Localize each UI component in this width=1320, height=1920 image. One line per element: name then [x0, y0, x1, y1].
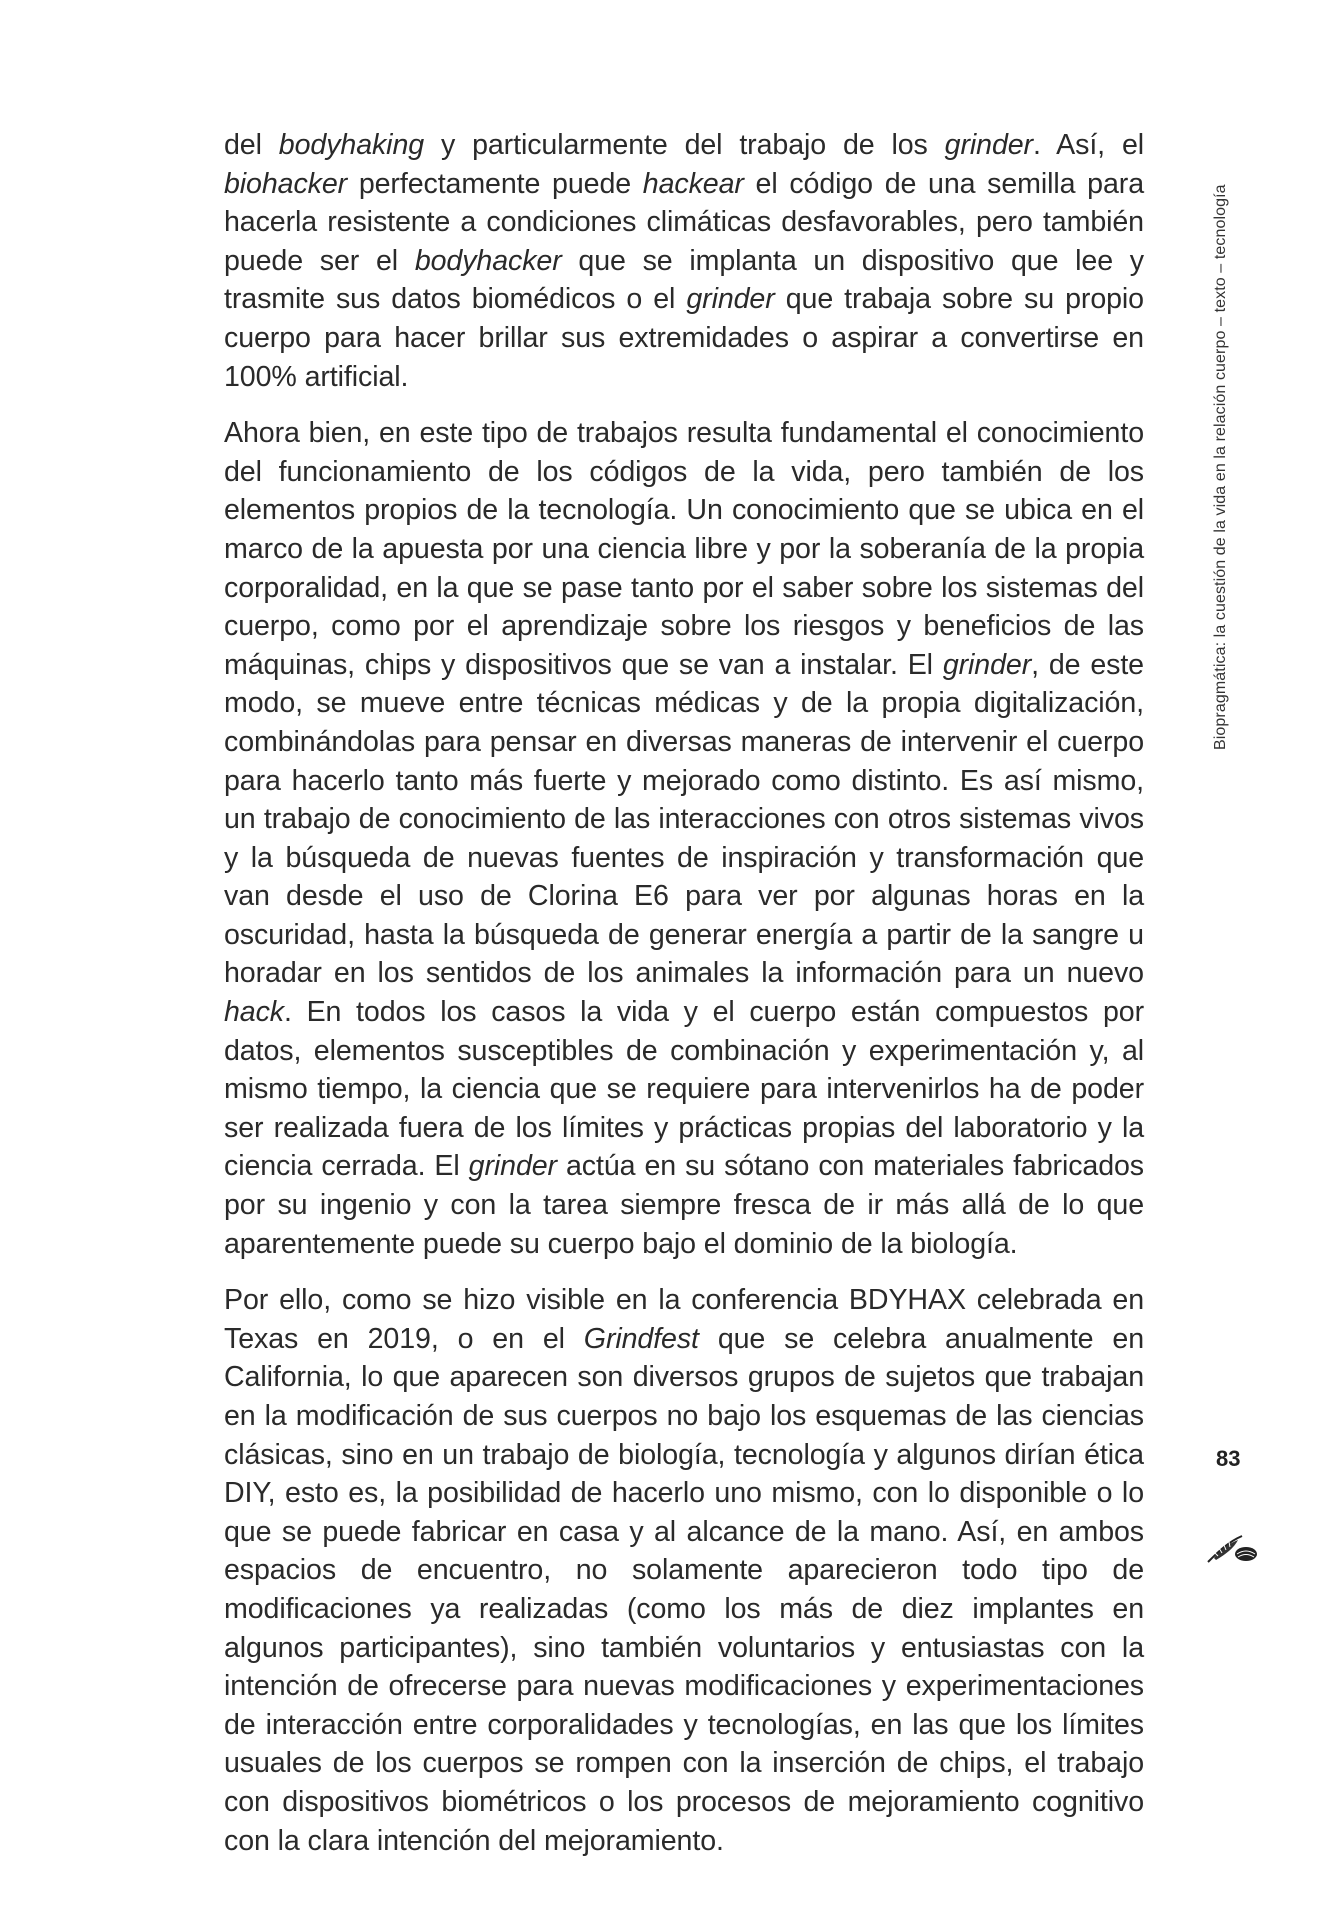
italic-term: bodyhaking — [278, 129, 425, 161]
text-run: y particularmente del trabajo de los — [424, 129, 945, 161]
italic-term: hackear — [642, 167, 744, 200]
text-run: el código de una semilla para hacerla resistente a condiciones climáticas desfavorables, pero también puede ser el — [224, 167, 1144, 277]
text-run: , de este modo, se mueve entre técnicas médicas y de la propia digitalización, combinándolas para pensar en diversas maneras de intervenir el cuerpo para hacerlo tanto más fuerte y mejorado como distinto. Es así mismo, un trabajo de conocimiento de las interacciones con otros sistemas vivos y la búsqueda de nuevas fuentes de inspiración y transformación que van desde el uso de Clorina E6 para ver por algunas horas en la oscuridad, hasta la búsqueda de generar energía a partir de la sangre u horadar en los sentidos de los animales la información para un nuevo — [224, 648, 1144, 990]
paragraph-2 — [224, 414, 1144, 1263]
paragraph-1 — [224, 126, 1144, 396]
paragraph-3 — [224, 1281, 1144, 1860]
italic-term: grinder — [944, 129, 1033, 161]
text-run: . Así, el — [1032, 129, 1144, 161]
italic-term: grinder — [686, 283, 775, 316]
text-run: perfectamente puede — [347, 167, 643, 200]
italic-term: grinder — [468, 1150, 557, 1183]
page-number: 83 — [1216, 1446, 1241, 1471]
italic-term: grinder — [942, 648, 1032, 681]
text-run: que se celebra anualmente en California, lo que aparecen son diversos grupos de sujetos que trabajan en la modificación de sus cuerpos no bajo los esquemas de las ciencias clásicas, sino en un trabajo de biología, tecnología y algunos dirían ética DIY, esto es, la posibilidad de hacerlo uno mismo, con lo disponible o lo que se puede fabricar en casa y al alcance de la mano. Así, en ambos espacios de encuentro, no solamente aparecieron todo tipo de modificaciones ya realizadas (como los más de diez implantes en algunos participantes), sino también voluntarios y entusiastas con la intención de ofrecerse para nuevas modificaciones y experimentaciones de interacción entre corporalidades y tecnologías, en las que los límites usuales de los cuerpos se rompen con la inserción de chips, el trabajo con dispositivos biométricos o los procesos de mejoramiento cognitivo con la clara intención del mejoramiento. — [224, 1322, 1144, 1857]
italic-term: bodyhacker — [414, 244, 562, 277]
text-run: que se implanta un dispositivo que lee y trasmite sus datos biomédicos o el — [224, 244, 1144, 316]
text-run: del — [224, 129, 279, 161]
text-run: . En todos los casos la vida y el cuerpo están compuestos por datos, elementos susceptibles de combinación y experimentación y, al mismo tiempo, la ciencia que se requiere para intervenirlos ha de poder ser realizada fuera de los límites y prácticas propias del laboratorio y la ciencia cerrada. El — [224, 996, 1144, 1183]
running-head: Biopragmática: la cuestión de la vida en la relación cuerpo – texto – tecnología — [1212, 184, 1229, 750]
text-run: Ahora bien, en este tipo de trabajos resulta fundamental el conocimiento del funcionamiento de los códigos de la vida, pero también de los elementos propios de la tecnología. Un conocimiento que se ubica en el marco de la apuesta por una ciencia libre y por la soberanía de la propia corporalidad, en la que se pase tanto por el saber sobre los sistemas del cuerpo, como por el aprendizaje sobre los riesgos y beneficios de las máquinas, chips y dispositivos que se van a instalar. El — [224, 417, 1144, 681]
italic-term: biohacker — [224, 167, 348, 200]
text-run: que trabaja sobre su propio cuerpo para hacer brillar sus extremidades o aspirar a convertirse en 100% artificial. — [224, 283, 1144, 393]
feather-ornament-icon — [1204, 1532, 1260, 1566]
text-run: actúa en su sótano con materiales fabricados por su ingenio y con la tarea siempre fresca de ir más allá de lo que aparentemente puede su cuerpo bajo el dominio de la biología. — [224, 1150, 1144, 1260]
italic-term: hack — [224, 996, 284, 1029]
text-run: Por ello, como se hizo visible en la conferencia BDYHAX celebrada en Texas en 2019, o en el — [224, 1284, 1144, 1355]
body-text — [224, 126, 1144, 1878]
italic-term: Grindfest — [583, 1322, 699, 1355]
